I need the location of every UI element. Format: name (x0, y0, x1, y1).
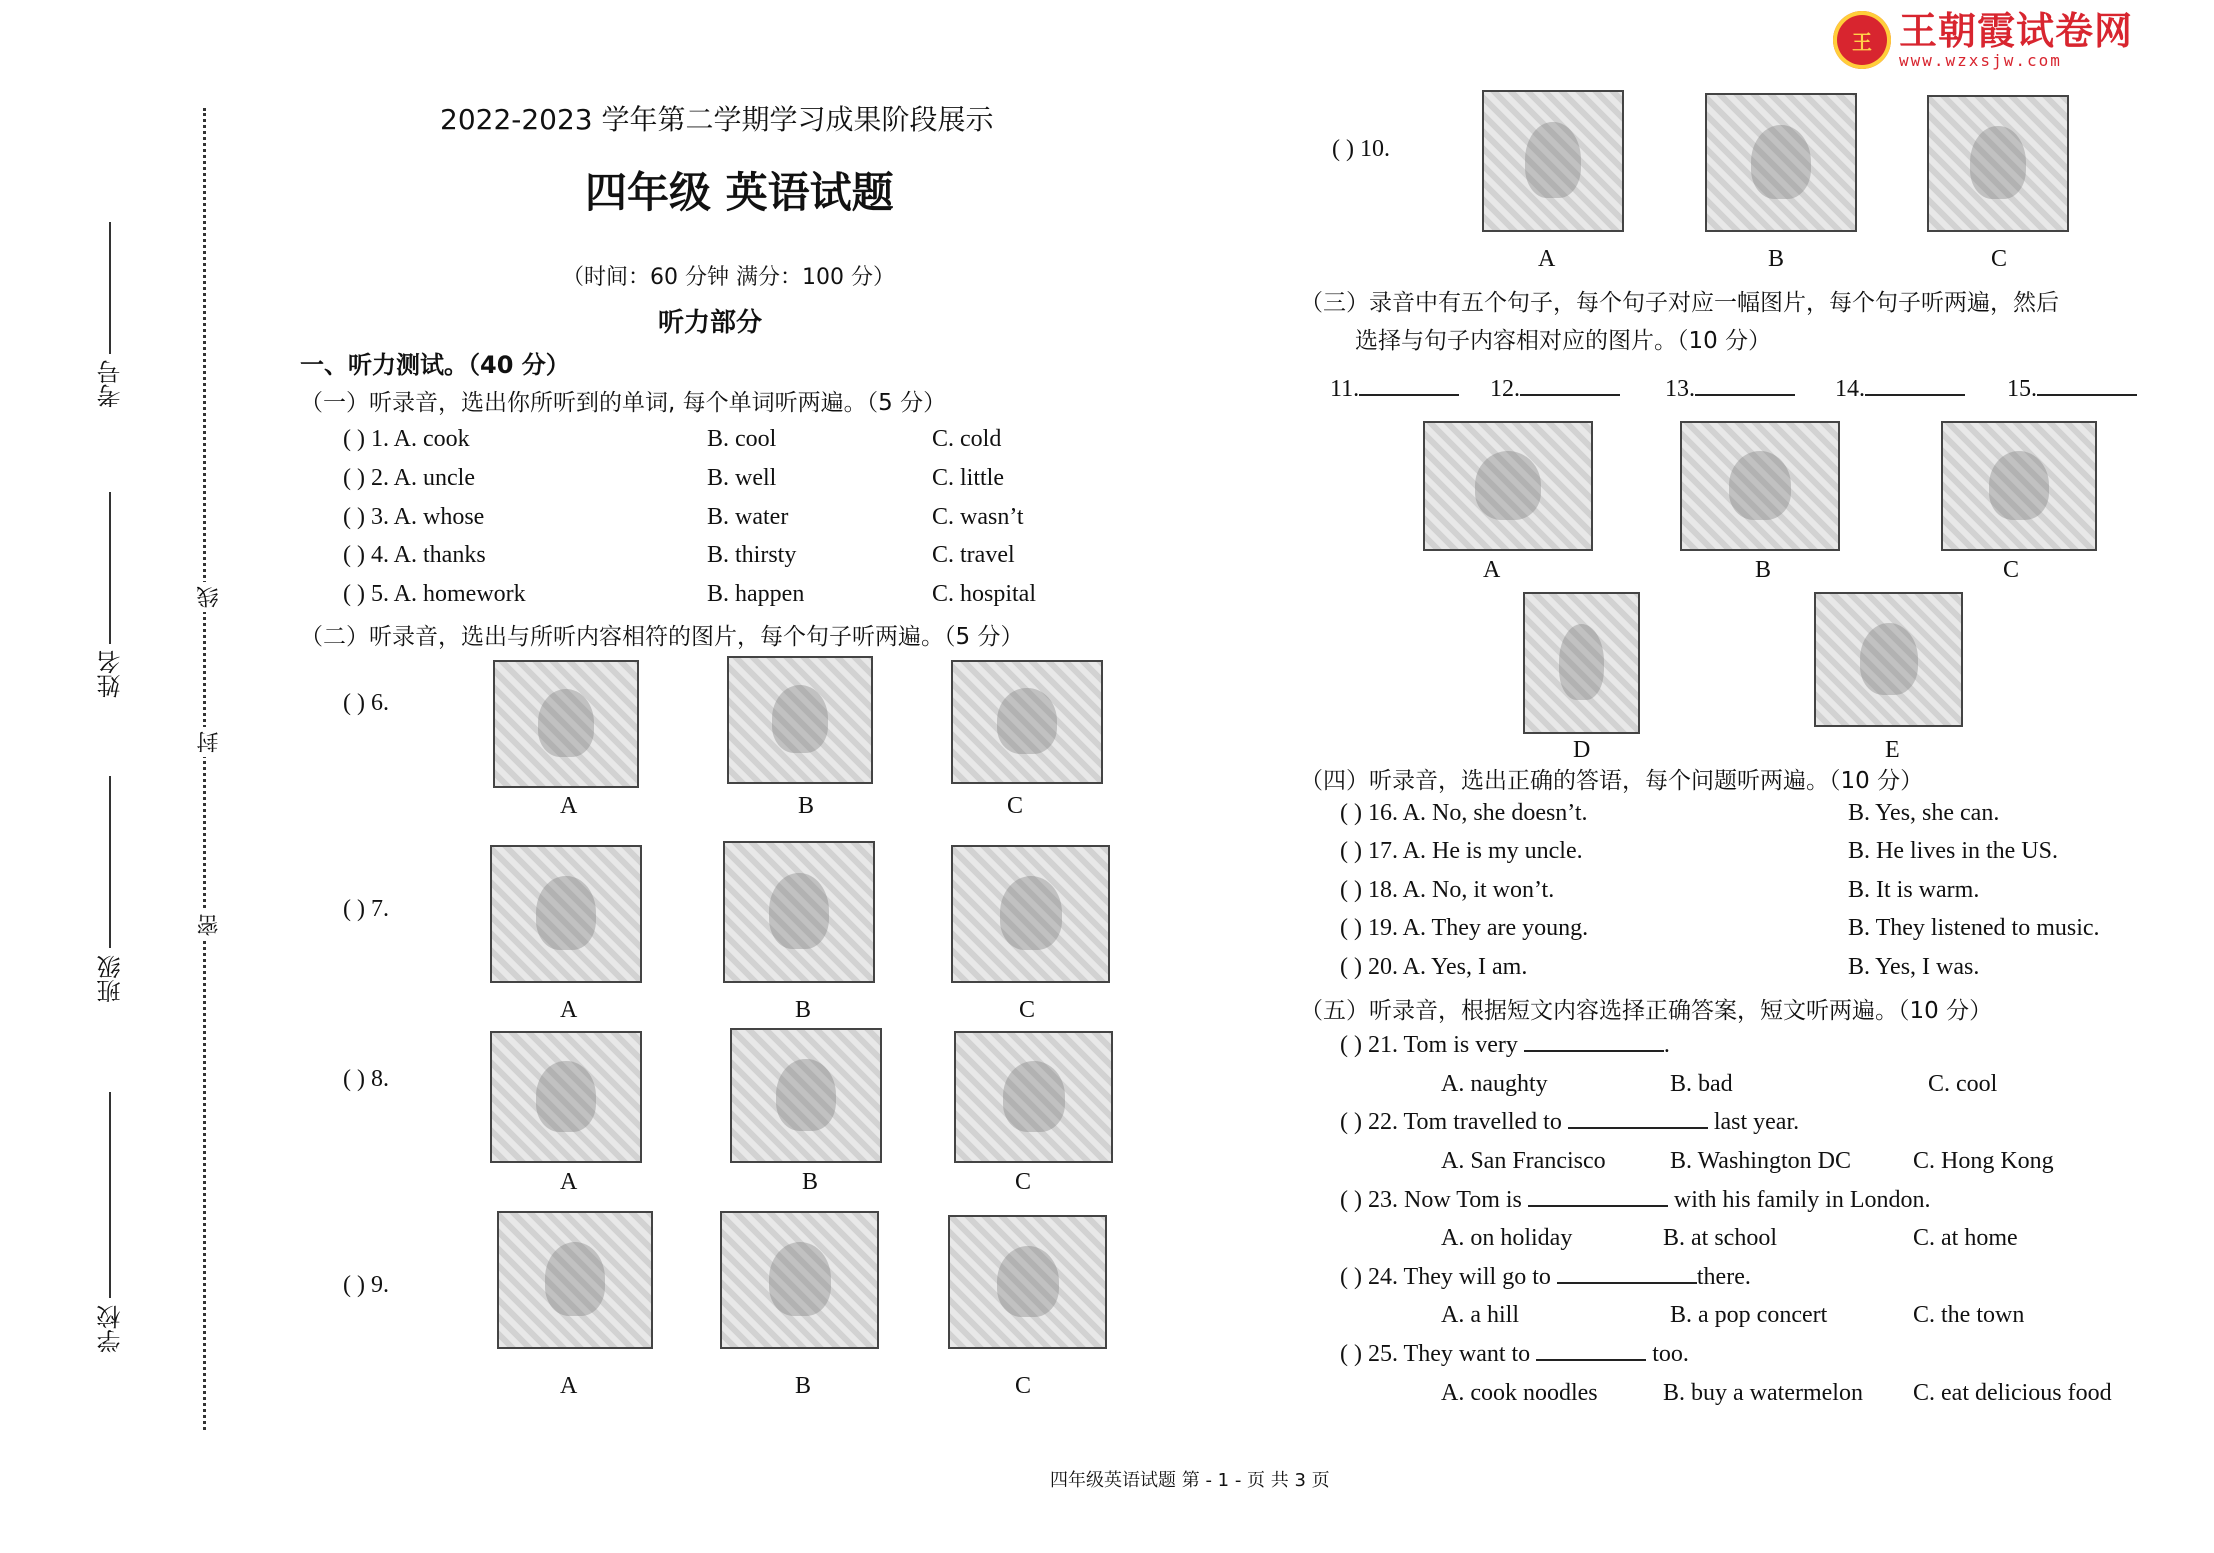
q5-c: C. hospital (932, 581, 1037, 607)
q10-picture-c[interactable] (1927, 95, 2069, 232)
q11-number: 11. (1330, 376, 1360, 402)
q6-picture-b[interactable] (727, 656, 873, 784)
q21 (1340, 1032, 1670, 1059)
q24-a: A. a hill (1441, 1302, 1519, 1328)
q25-stem: ( ) 25. They want to (1340, 1341, 1537, 1367)
part3-instr-line2: 选择与句子内容相对应的图片。（10 分） (1355, 328, 1772, 354)
q21-a: A. naughty (1441, 1071, 1548, 1097)
q25-b: B. buy a watermelon (1663, 1380, 1863, 1406)
q10-label-b: B (1768, 246, 1785, 272)
q24-stem: ( ) 24. They will go to (1340, 1264, 1557, 1290)
q22-a: A. San Francisco (1441, 1148, 1606, 1174)
part3-picture-b[interactable] (1680, 421, 1840, 551)
q22-answer-line[interactable] (1568, 1127, 1708, 1129)
part3-label-a: A (1483, 557, 1501, 583)
q16: ( ) 16. A. No, she doesn’t. (1340, 800, 1588, 826)
q1: ( ) 1. A. cook (343, 426, 470, 452)
q8-label-b: B (802, 1169, 819, 1195)
q3-c: C. wasn’t (932, 504, 1024, 530)
q20: ( ) 20. A. Yes, I am. (1340, 954, 1528, 980)
q12-blank (1490, 376, 1620, 403)
q6-label-c: C (1007, 793, 1024, 819)
q9-picture-a[interactable] (497, 1211, 653, 1349)
q23-answer-line[interactable] (1528, 1205, 1668, 1207)
q8-label-c: C (1015, 1169, 1032, 1195)
q24-answer-line[interactable] (1557, 1282, 1697, 1284)
q25 (1340, 1341, 1689, 1368)
q8-picture-c[interactable] (954, 1031, 1113, 1163)
school-underline[interactable] (109, 1092, 111, 1298)
q22 (1340, 1109, 1799, 1136)
q18-b: B. It is warm. (1848, 877, 1980, 903)
q5-b: B. happen (707, 581, 805, 607)
q6-picture-c[interactable] (951, 660, 1103, 784)
q12-number: 12. (1490, 376, 1520, 402)
q13-answer-line[interactable] (1695, 394, 1795, 396)
page-footer: 四年级英语试题 第 - 1 - 页 共 3 页 (1050, 1470, 1330, 1491)
q10-picture-b[interactable] (1705, 93, 1857, 232)
q9-picture-b[interactable] (720, 1211, 879, 1349)
q14-number: 14. (1835, 376, 1865, 402)
logo-name: 王朝霞试卷网 (1899, 8, 2134, 53)
field-name: 姓名 (97, 650, 125, 698)
part2-instr: （二）听录音，选出与所听内容相符的图片，每个句子听两遍。（5 分） (300, 624, 1024, 650)
q6-label-b: B (798, 793, 815, 819)
q23 (1340, 1187, 1931, 1214)
q23-b: B. at school (1663, 1225, 1777, 1251)
q25-answer-line[interactable] (1536, 1359, 1646, 1361)
q20-b: B. Yes, I was. (1848, 954, 1980, 980)
class-underline[interactable] (109, 776, 111, 948)
part5-instr: （五）听录音，根据短文内容选择正确答案，短文听两遍。（10 分） (1300, 998, 1993, 1024)
seal-char-line: 线 (194, 582, 225, 612)
q10-label-a: A (1538, 246, 1556, 272)
logo-emblem-icon: 王 (1833, 11, 1891, 69)
part3-label-b: B (1755, 557, 1772, 583)
q11-answer-line[interactable] (1359, 394, 1459, 396)
q1-b: B. cool (707, 426, 777, 452)
part3-label-e: E (1885, 737, 1900, 763)
q3-b: B. water (707, 504, 789, 530)
q14-blank (1835, 376, 1965, 403)
q24-b: B. a pop concert (1670, 1302, 1828, 1328)
q9-label-c: C (1015, 1373, 1032, 1399)
q1-c: C. cold (932, 426, 1002, 452)
q19: ( ) 19. A. They are young. (1340, 915, 1589, 941)
q7-picture-a[interactable] (490, 845, 642, 983)
q17: ( ) 17. A. He is my uncle. (1340, 838, 1583, 864)
q11-blank (1330, 376, 1459, 403)
part-heading: 听力部分 (658, 308, 763, 338)
q23-a: A. on holiday (1441, 1225, 1573, 1251)
q15-blank (2007, 376, 2137, 403)
q13-blank (1665, 376, 1795, 403)
q16-b: B. Yes, she can. (1848, 800, 2000, 826)
q8-picture-b[interactable] (730, 1028, 882, 1163)
q6-label-a: A (560, 793, 578, 819)
seal-char-seal: 封 (194, 727, 225, 757)
q22-c: C. Hong Kong (1913, 1148, 2054, 1174)
q23-stem-end: with his family in London. (1667, 1187, 1931, 1213)
part3-label-c: C (2003, 557, 2020, 583)
q21-c: C. cool (1928, 1071, 1998, 1097)
q8-picture-a[interactable] (490, 1031, 642, 1163)
q2: ( ) 2. A. uncle (343, 465, 475, 491)
q8-label-a: A (560, 1169, 578, 1195)
q21-b: B. bad (1670, 1071, 1733, 1097)
part3-instr-line1: （三）录音中有五个句子，每个句子对应一幅图片，每个句子听两遍，然后 (1300, 290, 2059, 316)
site-logo (1833, 10, 2133, 70)
q2-c: C. little (932, 465, 1004, 491)
q24-stem-end: there. (1696, 1264, 1751, 1290)
q25-stem-end: too. (1646, 1341, 1689, 1367)
q10-picture-a[interactable] (1482, 90, 1624, 232)
q9-label-a: A (560, 1373, 578, 1399)
q24 (1340, 1264, 1751, 1291)
q3: ( ) 3. A. whose (343, 504, 485, 530)
q21-stem-end: . (1663, 1032, 1670, 1058)
q9: ( ) 9. (343, 1272, 389, 1298)
q23-c: C. at home (1913, 1225, 2018, 1251)
q22-stem-end: last year. (1707, 1109, 1800, 1135)
q7-label-c: C (1019, 997, 1036, 1023)
q10: ( ) 10. (1332, 136, 1390, 162)
q22-stem: ( ) 22. Tom travelled to (1340, 1109, 1568, 1135)
logo-url: www.wzxsjw.com (1899, 50, 2062, 70)
binding-dotted-line (203, 108, 206, 1430)
q21-stem: ( ) 21. Tom is very (1340, 1032, 1524, 1058)
q25-a: A. cook noodles (1441, 1380, 1598, 1406)
part4-instr: （四）听录音，选出正确的答语，每个问题听两遍。（10 分） (1300, 768, 1924, 794)
part1-instr: （一）听录音，选出你所听到的单词, 每个单词听两遍。（5 分） (300, 390, 947, 416)
field-class: 班级 (97, 955, 125, 1003)
q12-answer-line[interactable] (1520, 394, 1620, 396)
exam-number-underline[interactable] (109, 222, 111, 354)
q18: ( ) 18. A. No, it won’t. (1340, 877, 1555, 903)
exam-term: 2022-2023 学年第二学期学习成果阶段展示 (440, 103, 994, 136)
field-school: 学校 (97, 1305, 125, 1353)
part3-picture-d[interactable] (1523, 592, 1640, 734)
q7-picture-c[interactable] (951, 845, 1110, 983)
exam-title: 四年级 英语试题 (585, 168, 894, 217)
q13-number: 13. (1665, 376, 1695, 402)
part3-picture-a[interactable] (1423, 421, 1593, 551)
q17-b: B. He lives in the US. (1848, 838, 2058, 864)
q14-answer-line[interactable] (1865, 394, 1965, 396)
q24-c: C. the town (1913, 1302, 2025, 1328)
part3-picture-c[interactable] (1941, 421, 2097, 551)
q7-picture-b[interactable] (723, 841, 875, 983)
q9-picture-c[interactable] (948, 1215, 1107, 1349)
q4-c: C. travel (932, 542, 1015, 568)
q22-b: B. Washington DC (1670, 1148, 1851, 1174)
q21-answer-line[interactable] (1524, 1050, 1664, 1052)
q8: ( ) 8. (343, 1066, 389, 1092)
part3-picture-e[interactable] (1814, 592, 1963, 727)
q6: ( ) 6. (343, 690, 389, 716)
q6-picture-a[interactable] (493, 660, 639, 788)
q2-b: B. well (707, 465, 777, 491)
q10-label-c: C (1991, 246, 2008, 272)
q4: ( ) 4. A. thanks (343, 542, 486, 568)
seal-char-secret: 密 (194, 910, 225, 940)
q5: ( ) 5. A. homework (343, 581, 526, 607)
name-underline[interactable] (109, 492, 111, 644)
exam-meta: （时间：60 分钟 满分：100 分） (562, 265, 895, 290)
q23-stem: ( ) 23. Now Tom is (1340, 1187, 1528, 1213)
q19-b: B. They listened to music. (1848, 915, 2100, 941)
q4-b: B. thirsty (707, 542, 797, 568)
q15-answer-line[interactable] (2037, 394, 2137, 396)
field-exam-number: 考号 (97, 360, 125, 408)
part3-label-d: D (1573, 737, 1591, 763)
q7-label-b: B (795, 997, 812, 1023)
q25-c: C. eat delicious food (1913, 1380, 2112, 1406)
q7: ( ) 7. (343, 896, 389, 922)
q7-label-a: A (560, 997, 578, 1023)
q15-number: 15. (2007, 376, 2037, 402)
section1-heading: 一、听力测试。（40 分） (300, 351, 570, 379)
q9-label-b: B (795, 1373, 812, 1399)
